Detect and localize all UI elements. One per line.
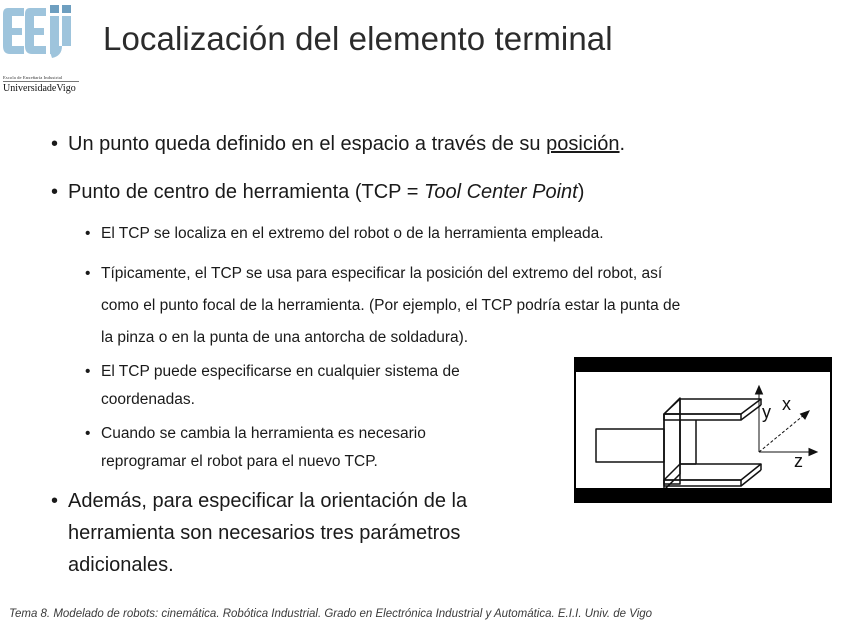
logo-university-name: UniversidadeVigo bbox=[3, 83, 76, 94]
gripper-bottom-jaw bbox=[664, 464, 761, 480]
bullet-text: Un punto queda definido en el espacio a través de su bbox=[68, 133, 547, 155]
bullet-posicion bbox=[51, 128, 626, 160]
gripper-bottom-jaw-front bbox=[664, 480, 741, 486]
bullet-italic-term: Tool Center Point bbox=[423, 181, 578, 203]
logo-school-name: Escola de Enxeñaría Industrial bbox=[3, 75, 63, 80]
bullet-dot: • bbox=[85, 363, 91, 380]
subbullet-coordinate-system bbox=[85, 358, 460, 414]
bullet-line: El TCP puede especificarse en cualquier sistema de bbox=[101, 363, 460, 380]
slide-footer: Tema 8. Modelado de robots: cinemática. Robótica Industrial. Grado en Electrónica Industrial y Automática. E.I.I. Univ. de Vigo bbox=[9, 608, 653, 620]
bullet-text: El TCP se localiza en el extremo del robot o de la herramienta empleada. bbox=[101, 225, 604, 242]
eei-logo bbox=[2, 2, 82, 98]
bullet-line: reprogramar el robot para el nuevo TCP. bbox=[101, 453, 378, 470]
bullet-line: Cuando se cambia la herramienta es necesario bbox=[101, 425, 426, 442]
bullet-line: la pinza o en la punta de una antorcha de soldadura). bbox=[101, 329, 469, 346]
gripper-top-jaw-front bbox=[664, 414, 741, 420]
tcp-figure bbox=[574, 357, 832, 503]
bullet-orientation bbox=[51, 485, 468, 581]
bullet-line: adicionales. bbox=[68, 554, 174, 576]
gripper-front-frame bbox=[664, 414, 680, 484]
page-title: Localización del elemento terminal bbox=[103, 20, 613, 57]
bullet-text: . bbox=[619, 133, 626, 155]
subbullet-tool-change bbox=[85, 420, 426, 476]
bullet-dot: • bbox=[51, 133, 59, 155]
bullet-dot: • bbox=[85, 425, 91, 442]
wrist-block bbox=[596, 429, 664, 462]
axis-label-z: z bbox=[794, 451, 803, 471]
tcp-figure-canvas bbox=[576, 372, 830, 488]
bullet-text: Punto de centro de herramienta (TCP = bbox=[68, 181, 424, 203]
bullet-tcp bbox=[51, 176, 585, 208]
eei-logo-icon bbox=[2, 2, 82, 62]
subbullet-tcp-usage bbox=[85, 258, 681, 354]
logo-divider bbox=[3, 81, 79, 82]
axis-label-x: x bbox=[782, 394, 791, 414]
gripper-tcp-diagram bbox=[576, 372, 830, 488]
axis-label-y: y bbox=[762, 402, 771, 422]
bullet-line: herramienta son necesarios tres parámetros bbox=[68, 522, 461, 544]
bullet-dot: • bbox=[85, 265, 91, 282]
bullet-line: Además, para especificar la orientación de la bbox=[68, 490, 468, 512]
bullet-line: coordenadas. bbox=[101, 391, 195, 408]
bullet-line: Típicamente, el TCP se usa para especificar la posición del extremo del robot, así bbox=[101, 265, 663, 282]
bullet-dot: • bbox=[85, 225, 91, 242]
bullet-line: como el punto focal de la herramienta. (Por ejemplo, el TCP podría estar la punta de bbox=[101, 297, 681, 314]
gripper-top-jaw bbox=[664, 399, 761, 414]
subbullet-tcp-location bbox=[85, 222, 604, 246]
bullet-dot: • bbox=[51, 490, 59, 512]
bullet-dot: • bbox=[51, 181, 59, 203]
bullet-text: ) bbox=[577, 181, 585, 203]
bullet-underlined-term: posición bbox=[546, 133, 620, 155]
